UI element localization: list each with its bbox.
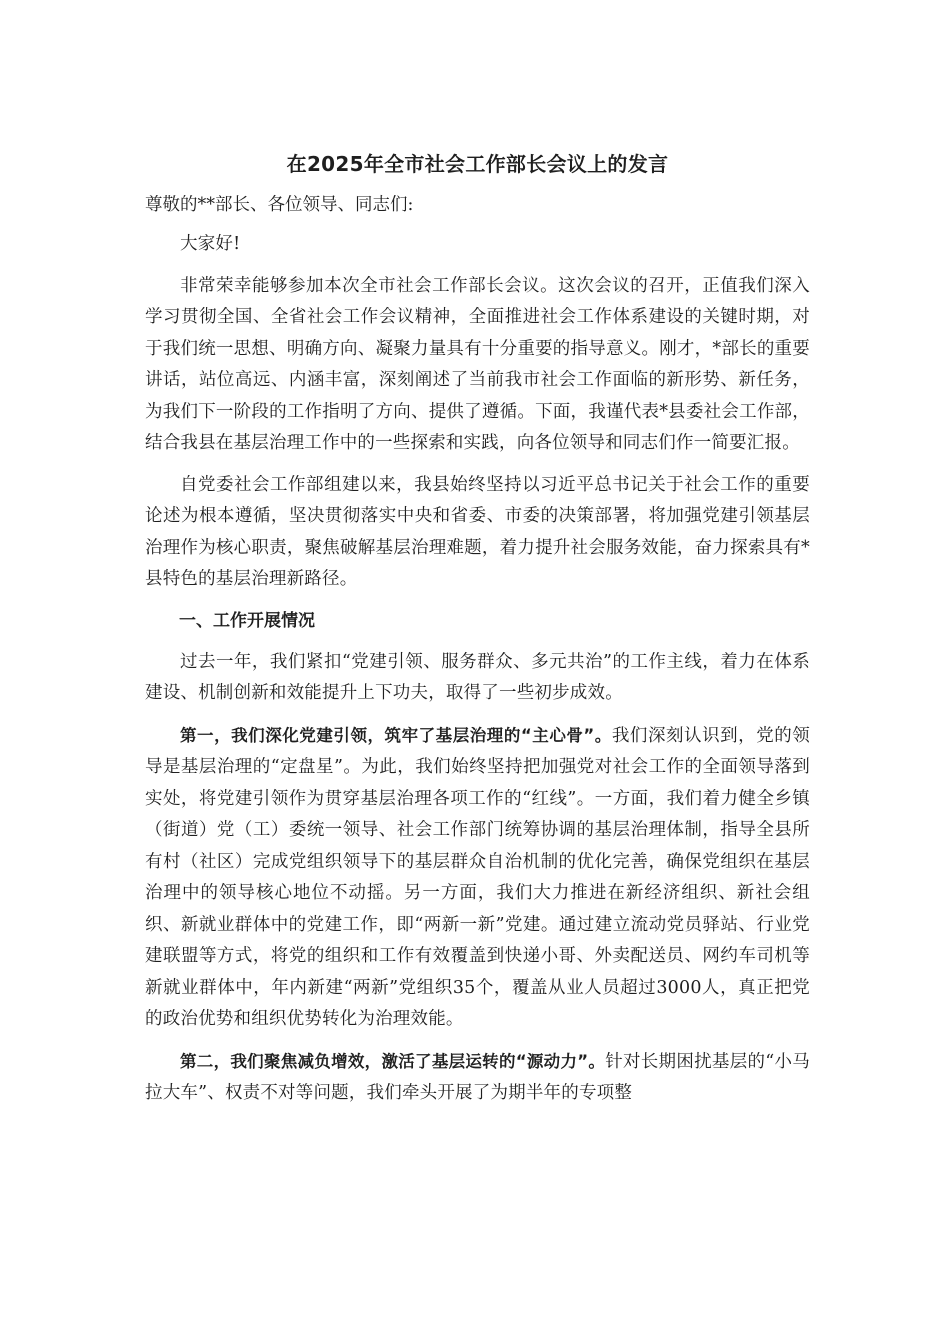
point-2-body: 针对长期困扰基层的“小马拉大车”、权责不对等问题，我们牵头开展了为期半年的专项整 xyxy=(145,1051,810,1103)
point-1-paragraph xyxy=(145,720,810,1036)
point-1-lead: 第一，我们深化党建引领，筑牢了基层治理的“主心骨”。 xyxy=(180,725,612,745)
section-1-heading: 一、工作开展情况 xyxy=(179,610,315,631)
section-1-intro: 过去一年，我们紧扣“党建引领、服务群众、多元共治”的工作主线，着力在体系建设、机制创新和效能提升上下功夫，取得了一些初步成效。 xyxy=(145,651,810,703)
greeting: 大家好! xyxy=(180,234,241,254)
intro-paragraph-1: 非常荣幸能够参加本次全市社会工作部长会议。这次会议的召开，正值我们深入学习贯彻全国、全省社会工作会议精神，全面推进社会工作体系建设的关键时期，对于我们统一思想、明确方向、凝聚力量具有十分重要的指导意义。刚才，*部长的重要讲话，站位高远、内涵丰富，深刻阐述了当前我市社会工作面临的新形势、新任务，为我们下一阶段的工作指明了方向、提供了遵循。下面，我谨代表*县委社会工作部，结合我县在基层治理工作中的一些探索和实践，向各位领导和同志们作一简要汇报。 xyxy=(145,275,810,453)
document-page xyxy=(145,148,810,1120)
document-title: 在2025年全市社会工作部长会议上的发言 xyxy=(286,152,669,176)
salutation: 尊敬的**部长、各位领导、同志们: xyxy=(145,195,414,215)
point-2-paragraph xyxy=(145,1046,810,1110)
point-2-lead: 第二，我们聚焦减负增效，激活了基层运转的“源动力”。 xyxy=(180,1051,606,1071)
point-1-body: 我们深刻认识到，党的领导是基层治理的“定盘星”。为此，我们始终坚持把加强党对社会工作的全面领导落到实处，将党建引领作为贯穿基层治理各项工作的“红线”。一方面，我们着力健全乡镇（街道）党（工）委统一领导、社会工作部门统筹协调的基层治理体制，指导全县所有村（社区）完成党组织领导下的基层群众自治机制的优化完善，确保党组织在基层治理中的领导核心地位不动摇。另一方面，我们大力推进在新经济组织、新社会组织、新就业群体中的党建工作，即“两新一新”党建。通过建立流动党员驿站、行业党建联盟等方式，将党的组织和工作有效覆盖到快递小哥、外卖配送员、网约车司机等新就业群体中，年内新建“两新”党组织35个，覆盖从业人员超过3000人，真正把党的政治优势和组织优势转化为治理效能。 xyxy=(145,725,811,1029)
intro-paragraph-2: 自党委社会工作部组建以来，我县始终坚持以习近平总书记关于社会工作的重要论述为根本遵循，坚决贯彻落实中央和省委、市委的决策部署，将加强党建引领基层治理作为核心职责，聚焦破解基层治理难题，着力提升社会服务效能，奋力探索具有*县特色的基层治理新路径。 xyxy=(145,474,810,589)
